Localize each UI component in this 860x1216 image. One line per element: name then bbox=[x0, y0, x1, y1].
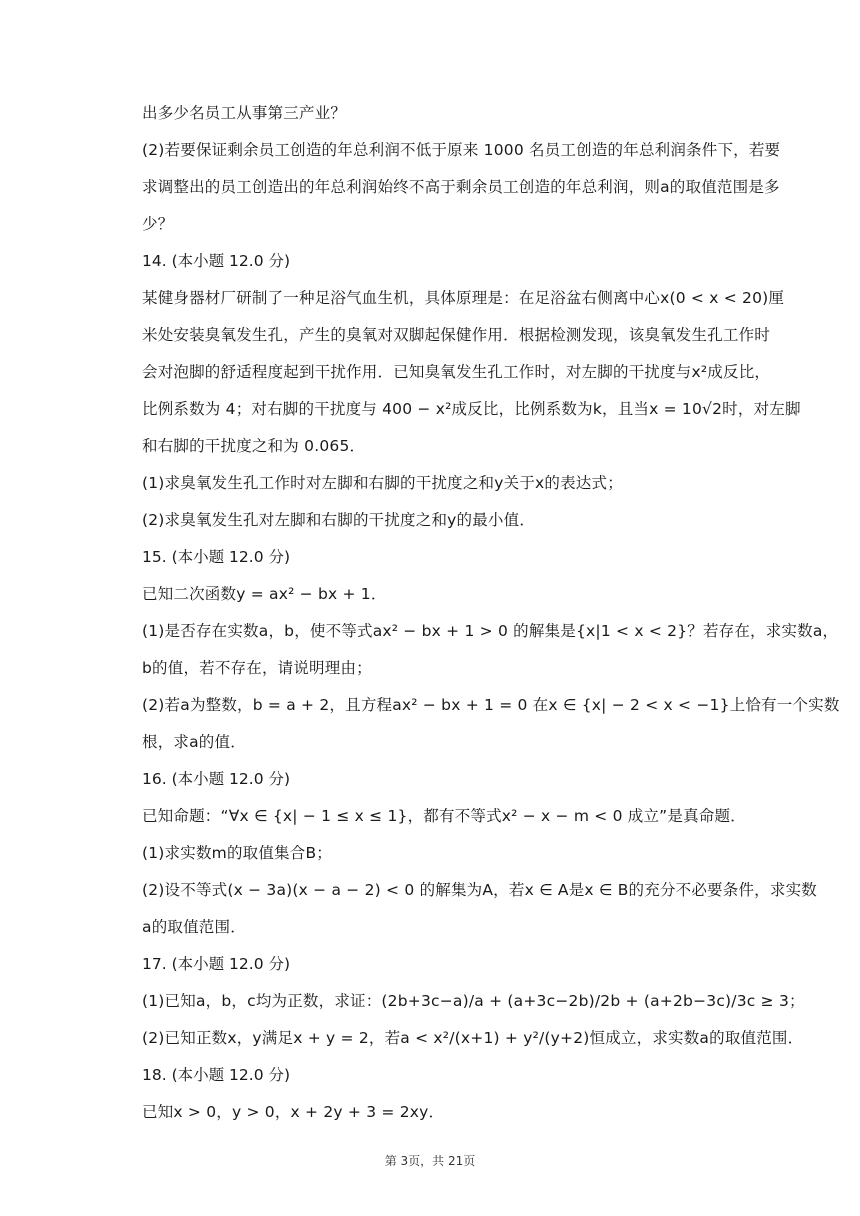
text-line: 比例系数为 4；对右脚的干扰度与 400 − x²成反比，比例系数为k，且当x = 10√2时，对左脚 bbox=[142, 400, 801, 418]
text-line: (2)若要保证剩余员工创造的年总利润不低于原来 1000 名员工创造的年总利润条件下，若要 bbox=[142, 141, 781, 159]
question-heading-14: 14. (本小题 12.0 分) bbox=[142, 252, 291, 270]
text-line: 米处安装臭氧发生孔，产生的臭氧对双脚起保健作用．根据检测发现，该臭氧发生孔工作时 bbox=[142, 326, 771, 344]
text-line: (2)设不等式(x − 3a)(x − a − 2) < 0 的解集为A，若x ∈ A是x ∈ B的充分不必要条件，求实数 bbox=[142, 881, 817, 899]
text-line: 求调整出的员工创造出的年总利润始终不高于剩余员工创造的年总利润，则a的取值范围是多 bbox=[142, 178, 780, 196]
text-line: (2)若a为整数，b = a + 2，且方程ax² − bx + 1 = 0 在x ∈ {x| − 2 < x < −1}上恰有一个实数 bbox=[142, 696, 840, 714]
text-line: 少？ bbox=[142, 215, 174, 233]
text-line: (1)是否存在实数a，b，使不等式ax² − bx + 1 > 0 的解集是{x|1 < x < 2}？若存在，求实数a， bbox=[142, 622, 839, 640]
text-line: (1)求实数m的取值集合B； bbox=[142, 844, 332, 862]
question-heading-15: 15. (本小题 12.0 分) bbox=[142, 548, 291, 566]
text-line: (2)已知正数x，y满足x + y = 2，若a < x²/(x+1) + y²/(y+2)恒成立，求实数a的取值范围． bbox=[142, 1029, 804, 1047]
page-footer: 第 3页，共 21页 bbox=[384, 1154, 476, 1168]
text-line: (1)已知a，b，c均为正数，求证：(2b+3c−a)/a + (a+3c−2b)/2b + (a+2b−3c)/3c ≥ 3； bbox=[142, 992, 805, 1010]
text-line: 已知命题：“∀x ∈ {x| − 1 ≤ x ≤ 1}，都有不等式x² − x − m < 0 成立”是真命题． bbox=[142, 807, 746, 825]
text-line: 已知x > 0，y > 0，x + 2y + 3 = 2xy． bbox=[142, 1103, 445, 1121]
text-line: a的取值范围． bbox=[142, 918, 246, 936]
text-line: 根，求a的值． bbox=[142, 733, 246, 751]
text-line: 会对泡脚的舒适程度起到干扰作用．已知臭氧发生孔工作时，对左脚的干扰度与x²成反比， bbox=[142, 363, 771, 381]
text-line: 和右脚的干扰度之和为 0.065． bbox=[142, 437, 366, 455]
text-line: (2)求臭氧发生孔对左脚和右脚的干扰度之和y的最小值． bbox=[142, 511, 536, 529]
text-line: 出多少名员工从事第三产业？ bbox=[142, 104, 347, 122]
text-line: b的值，若不存在，请说明理由； bbox=[142, 659, 372, 677]
text-line: 已知二次函数y = ax² − bx + 1． bbox=[142, 585, 387, 603]
question-heading-17: 17. (本小题 12.0 分) bbox=[142, 955, 291, 973]
text-line: 某健身器材厂研制了一种足浴气血生机，具体原理是：在足浴盆右侧离中心x(0 < x < 20)厘 bbox=[142, 289, 785, 307]
text-line: (1)求臭氧发生孔工作时对左脚和右脚的干扰度之和y关于x的表达式； bbox=[142, 474, 623, 492]
page-content bbox=[142, 104, 840, 1121]
question-heading-18: 18. (本小题 12.0 分) bbox=[142, 1066, 291, 1084]
question-heading-16: 16. (本小题 12.0 分) bbox=[142, 770, 291, 788]
